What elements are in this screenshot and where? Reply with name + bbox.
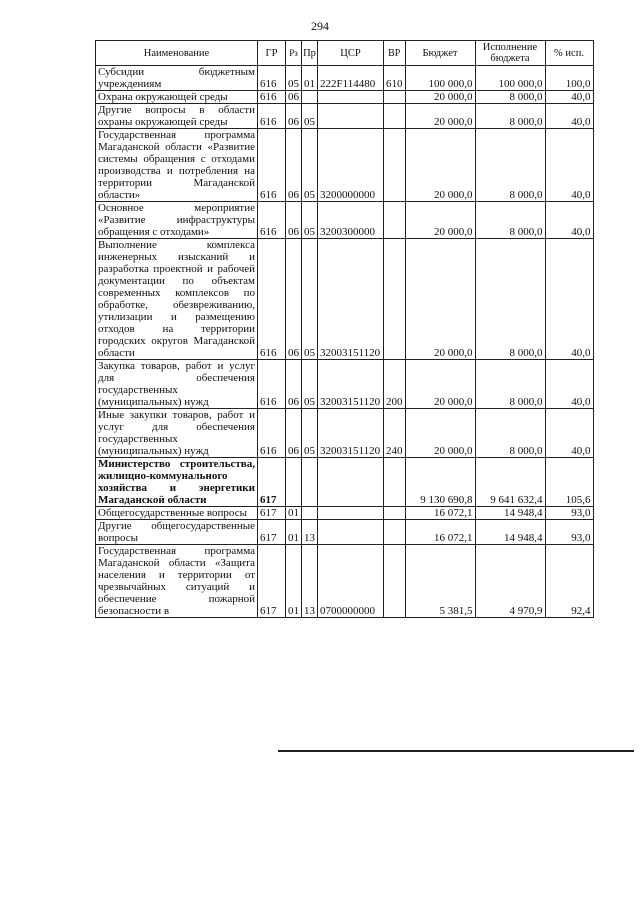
cell-csr: 3200300000 (318, 202, 384, 239)
header-rz: Рз (286, 41, 302, 66)
cell-budget: 5 381,5 (405, 545, 475, 618)
cell-pr: 01 (302, 66, 318, 91)
table-row (96, 360, 594, 409)
header-name: Наименование (96, 41, 258, 66)
cell-rz: 05 (286, 66, 302, 91)
table-row (96, 239, 594, 360)
cell-rz: 06 (286, 104, 302, 129)
cell-vr (384, 129, 406, 202)
cell-pr: 05 (302, 409, 318, 458)
table-header-row (96, 41, 594, 66)
cell-name: Общегосударственные вопросы (96, 507, 258, 520)
cell-csr (318, 458, 384, 507)
cell-execution: 4 970,9 (475, 545, 545, 618)
cell-pr (302, 91, 318, 104)
cell-execution: 8 000,0 (475, 202, 545, 239)
cell-execution: 8 000,0 (475, 129, 545, 202)
cell-csr: 0700000000 (318, 545, 384, 618)
cell-csr (318, 91, 384, 104)
cell-rz: 01 (286, 507, 302, 520)
cell-pct: 92,4 (545, 545, 593, 618)
header-budget: Бюджет (405, 41, 475, 66)
cell-budget: 20 000,0 (405, 360, 475, 409)
table-row (96, 202, 594, 239)
cell-execution: 9 641 632,4 (475, 458, 545, 507)
cell-gr: 617 (258, 507, 286, 520)
table-row (96, 458, 594, 507)
cell-gr: 616 (258, 129, 286, 202)
cell-vr (384, 507, 406, 520)
cell-budget: 100 000,0 (405, 66, 475, 91)
cell-name: Субсидии бюджетным учреждениям (96, 66, 258, 91)
cell-name: Иные закупки товаров, работ и услуг для обеспечения государственных (муниципальных) нужд (96, 409, 258, 458)
budget-table (95, 40, 594, 618)
cell-execution: 14 948,4 (475, 507, 545, 520)
cell-name: Государственная программа Магаданской области «Защита населения и территории от чрезвычайных ситуаций и обеспечение пожарной безопасности в (96, 545, 258, 618)
cell-pr: 05 (302, 129, 318, 202)
cell-gr: 616 (258, 360, 286, 409)
header-pct: % исп. (545, 41, 593, 66)
cell-vr: 610 (384, 66, 406, 91)
table-body (96, 66, 594, 618)
cell-name: Министерство строительства, жилищно-коммунального хозяйства и энергетики Магаданской области (96, 458, 258, 507)
cell-vr (384, 520, 406, 545)
cell-gr: 617 (258, 545, 286, 618)
cell-rz (286, 458, 302, 507)
cell-budget: 16 072,1 (405, 520, 475, 545)
cell-budget: 9 130 690,8 (405, 458, 475, 507)
cell-csr (318, 104, 384, 129)
cell-rz: 06 (286, 129, 302, 202)
cell-rz: 01 (286, 545, 302, 618)
cell-vr: 200 (384, 360, 406, 409)
cell-vr (384, 202, 406, 239)
cell-execution: 8 000,0 (475, 239, 545, 360)
cell-rz: 06 (286, 202, 302, 239)
cell-gr: 616 (258, 91, 286, 104)
cell-vr: 240 (384, 409, 406, 458)
cell-rz: 01 (286, 520, 302, 545)
table-row (96, 104, 594, 129)
cell-pct: 93,0 (545, 507, 593, 520)
cell-budget: 20 000,0 (405, 91, 475, 104)
cell-gr: 617 (258, 458, 286, 507)
table-row (96, 520, 594, 545)
cell-pr: 05 (302, 360, 318, 409)
cell-pr (302, 507, 318, 520)
cell-pct: 40,0 (545, 239, 593, 360)
cell-gr: 616 (258, 409, 286, 458)
cell-pct: 100,0 (545, 66, 593, 91)
cell-rz: 06 (286, 239, 302, 360)
cell-name: Основное мероприятие «Развитие инфраструктуры обращения с отходами» (96, 202, 258, 239)
cell-csr: 32003151120 (318, 360, 384, 409)
header-gr: ГР (258, 41, 286, 66)
table-row (96, 66, 594, 91)
cell-pr: 05 (302, 239, 318, 360)
cell-rz: 06 (286, 409, 302, 458)
cell-csr: 3200000000 (318, 129, 384, 202)
cell-budget: 20 000,0 (405, 409, 475, 458)
cell-pr: 05 (302, 104, 318, 129)
cell-name: Государственная программа Магаданской области «Развитие системы обращения с отходами производства и потребления на территории Магаданской области» (96, 129, 258, 202)
cell-rz: 06 (286, 91, 302, 104)
table-row (96, 129, 594, 202)
cell-vr (384, 91, 406, 104)
cell-gr: 617 (258, 520, 286, 545)
cell-csr: 32003151120 (318, 239, 384, 360)
cell-name: Охрана окружающей среды (96, 91, 258, 104)
cell-pr: 13 (302, 545, 318, 618)
cell-name: Другие общегосударственные вопросы (96, 520, 258, 545)
cell-name: Другие вопросы в области охраны окружающей среды (96, 104, 258, 129)
cell-gr: 616 (258, 239, 286, 360)
table-row (96, 507, 594, 520)
cell-csr: 222F114480 (318, 66, 384, 91)
header-csr: ЦСР (318, 41, 384, 66)
cell-budget: 20 000,0 (405, 202, 475, 239)
cell-pct: 40,0 (545, 91, 593, 104)
cell-pct: 40,0 (545, 409, 593, 458)
cell-execution: 100 000,0 (475, 66, 545, 91)
cell-execution: 8 000,0 (475, 360, 545, 409)
cell-pr: 05 (302, 202, 318, 239)
cell-pct: 93,0 (545, 520, 593, 545)
cell-budget: 20 000,0 (405, 239, 475, 360)
cell-csr (318, 507, 384, 520)
cell-budget: 16 072,1 (405, 507, 475, 520)
cell-execution: 8 000,0 (475, 91, 545, 104)
cell-gr: 616 (258, 66, 286, 91)
cell-csr (318, 520, 384, 545)
cell-budget: 20 000,0 (405, 104, 475, 129)
cell-pct: 40,0 (545, 129, 593, 202)
header-pr: Пр (302, 41, 318, 66)
cell-vr (384, 239, 406, 360)
cell-execution: 8 000,0 (475, 409, 545, 458)
table-row (96, 91, 594, 104)
footer-divider (278, 750, 634, 752)
cell-execution: 14 948,4 (475, 520, 545, 545)
cell-name: Выполнение комплекса инженерных изысканий и разработка проектной и рабочей документации по объектам современных комплексов по обработке, обезвреживанию, утилизации и размещению отходов на территории городских округов Магаданской области (96, 239, 258, 360)
cell-rz: 06 (286, 360, 302, 409)
cell-vr (384, 545, 406, 618)
cell-budget: 20 000,0 (405, 129, 475, 202)
page-number: 294 (311, 19, 329, 33)
cell-gr: 616 (258, 202, 286, 239)
table-row (96, 545, 594, 618)
cell-pr: 13 (302, 520, 318, 545)
cell-pct: 40,0 (545, 202, 593, 239)
cell-name: Закупка товаров, работ и услуг для обеспечения государственных (муниципальных) нужд (96, 360, 258, 409)
table-row (96, 409, 594, 458)
cell-vr (384, 104, 406, 129)
cell-execution: 8 000,0 (475, 104, 545, 129)
cell-pct: 40,0 (545, 360, 593, 409)
cell-gr: 616 (258, 104, 286, 129)
header-vr: ВР (384, 41, 406, 66)
cell-vr (384, 458, 406, 507)
cell-pct: 40,0 (545, 104, 593, 129)
header-execution: Исполнение бюджета (475, 41, 545, 66)
cell-pct: 105,6 (545, 458, 593, 507)
cell-pr (302, 458, 318, 507)
cell-csr: 32003151120 (318, 409, 384, 458)
